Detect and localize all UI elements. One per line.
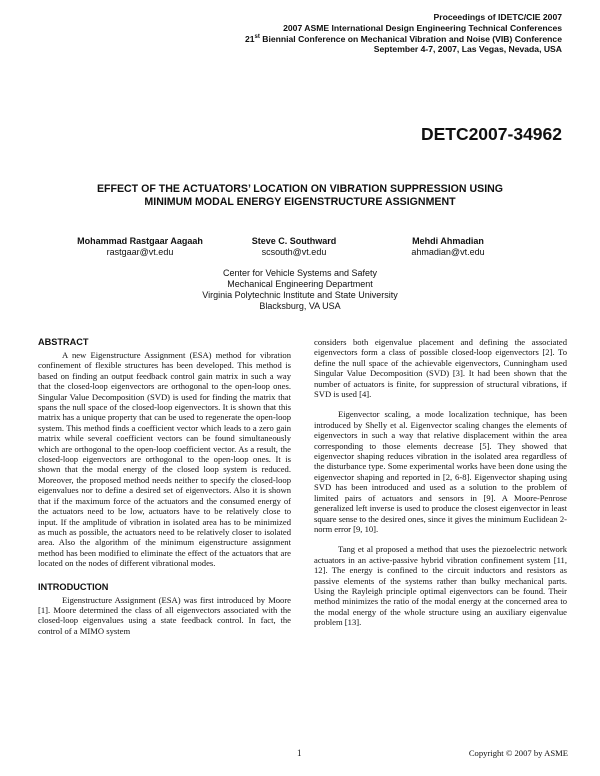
proceedings-header (245, 12, 562, 55)
abstract-heading: ABSTRACT (38, 337, 89, 347)
author-email: ahmadian@vt.edu (411, 247, 485, 257)
author-email: scsouth@vt.edu (261, 247, 327, 257)
affiliation-location: Blacksburg, VA USA (259, 301, 341, 311)
abstract-text: A new Eigenstructure Assignment (ESA) method for vibration confinement of flexible structures has been developed. This method is based on finding an output feedback control gain matrix in such a way that the closed-loop eigenvectors are orthogonal to the open-loop ones. Singular Value Decomposition (SVD) is used for finding the matrix that spans the null space of the closed-loop eigenvectors. It is shown that this matrix has a unique property that can be used to regenerate the open-loop system. This method finds a coefficient vector which leads to a zero gain matrix while several coefficient vectors can be found simultaneously which are orthogonal to the open-loop coefficient vector. As a result, the closed-loop eigenvectors are orthogonal to the open-loop ones. It is shown that the modal energy of the closed loop system is reduced. Moreover, the proposed method needs neither to specify the closed-loop eigenvalues nor to define a desired set of eigenvectors. Also it is shown that if the maximum force of the actuators and the consumed energy of the actuators need to be low, actuators have to be relatively close to input. If the amplitude of vibration in isolated area has to be minimized as much as possible, the actuators need to be relatively closer to isolated area. Also the algorithm of the minimum eigenstructure assignment method has been modified to eliminate the effect of the actuators that are located on the nodes of different vibrational modes. (38, 350, 291, 569)
copyright: Copyright © 2007 by ASME (468, 748, 568, 758)
affiliation-department: Mechanical Engineering Department (227, 279, 373, 289)
right-column (314, 337, 567, 628)
paper-id: DETC2007-34962 (420, 124, 562, 144)
paper-title-line2: MINIMUM MODAL ENERGY EIGENSTRUCTURE ASSIGNMENT (144, 196, 456, 208)
biennial-suffix: st (254, 33, 260, 40)
conference-name: 2007 ASME International Design Engineering Technical Conferences (283, 22, 562, 33)
introduction-text: Eigenstructure Assignment (ESA) was first introduced by Moore [1]. Moore determined the class of all eigenvectors associated with the closed-loop eigenvalues using a state feedback control. In fact, the control of a MIMO system (38, 594, 291, 636)
biennial-number: 21 (244, 33, 255, 44)
author-1 (50, 236, 230, 258)
author-name: Mohammad Rastgaar Aagaah (77, 236, 203, 246)
author-name: Mehdi Ahmadian (412, 236, 484, 246)
intro-paragraph-1: considers both eigenvalue placement and defining the associated eigenvectors form a class of possible closed-loop eigenvectors [2]. To define the null space of the achievable eigenvectors, Cunningham used Singular Value Decomposition (SVD) [3]. It had been shown that the number of actuators is finite, for suppression of structural vibrations, if SVD is used [4]. (314, 337, 567, 400)
page-number: 1 (297, 748, 302, 758)
paper-title-line1: EFFECT OF THE ACTUATORS’ LOCATION ON VIBRATION SUPPRESSION USING (96, 183, 504, 195)
intro-paragraph-2: Eigenvector scaling, a mode localization technique, has been introduced by Shelly et al. Eigenvector scaling changes the elements of eigenvectors in such a way that relative displacement within the area corresponding to those elements decrease [5]. They showed that eigenvector shaping reduces vibration in the isolated area regardless of the disturbance type. Some experimental works have been done using the eigenvector shaping and reported in [2, 6-8]. Eigenvector shaping using SVD has been introduced and used as a solution to the problem of limited pairs of actuators and sensors in [9]. A Moore-Penrose generalized left inverse is used to produce the closest eigenvector in least square sense to the desired ones, since it gives the minimum Euclidean 2-norm error [9, 10]. (314, 409, 567, 534)
intro-paragraph-3: Tang et al proposed a method that uses the piezoelectric network actuators in an active-passive hybrid vibration confinement system [11, 12]. The energy is confined to the circuit inductors and resistors as passive elements of the systems rather than bulky mechanical parts. Using the Rayleigh principle optimal eigenvectors can be found. Their method minimizes the ratio of the modal energy at the concerned area to the modal energy of the whole structure using an auxiliary eigenvalue problem [13]. (314, 544, 567, 628)
affiliation-center: Center for Vehicle Systems and Safety (222, 268, 378, 278)
introduction-heading: INTRODUCTION (38, 581, 109, 592)
paper-title (40, 183, 560, 209)
biennial-text: Biennial Conference on Mechanical Vibration and Noise (VIB) Conference (259, 33, 562, 44)
proceedings-title: Proceedings of IDETC/CIE 2007 (433, 12, 562, 22)
affiliation-university: Virginia Polytechnic Institute and State University (202, 290, 398, 300)
author-name: Steve C. Southward (251, 236, 337, 246)
conference-date-location: September 4-7, 2007, Las Vegas, Nevada, USA (373, 44, 562, 55)
left-column (38, 337, 291, 636)
author-email: rastgaar@vt.edu (106, 247, 174, 257)
author-2 (204, 236, 384, 258)
affiliation (140, 268, 460, 312)
biennial-conference (245, 34, 562, 45)
author-3 (358, 236, 538, 258)
